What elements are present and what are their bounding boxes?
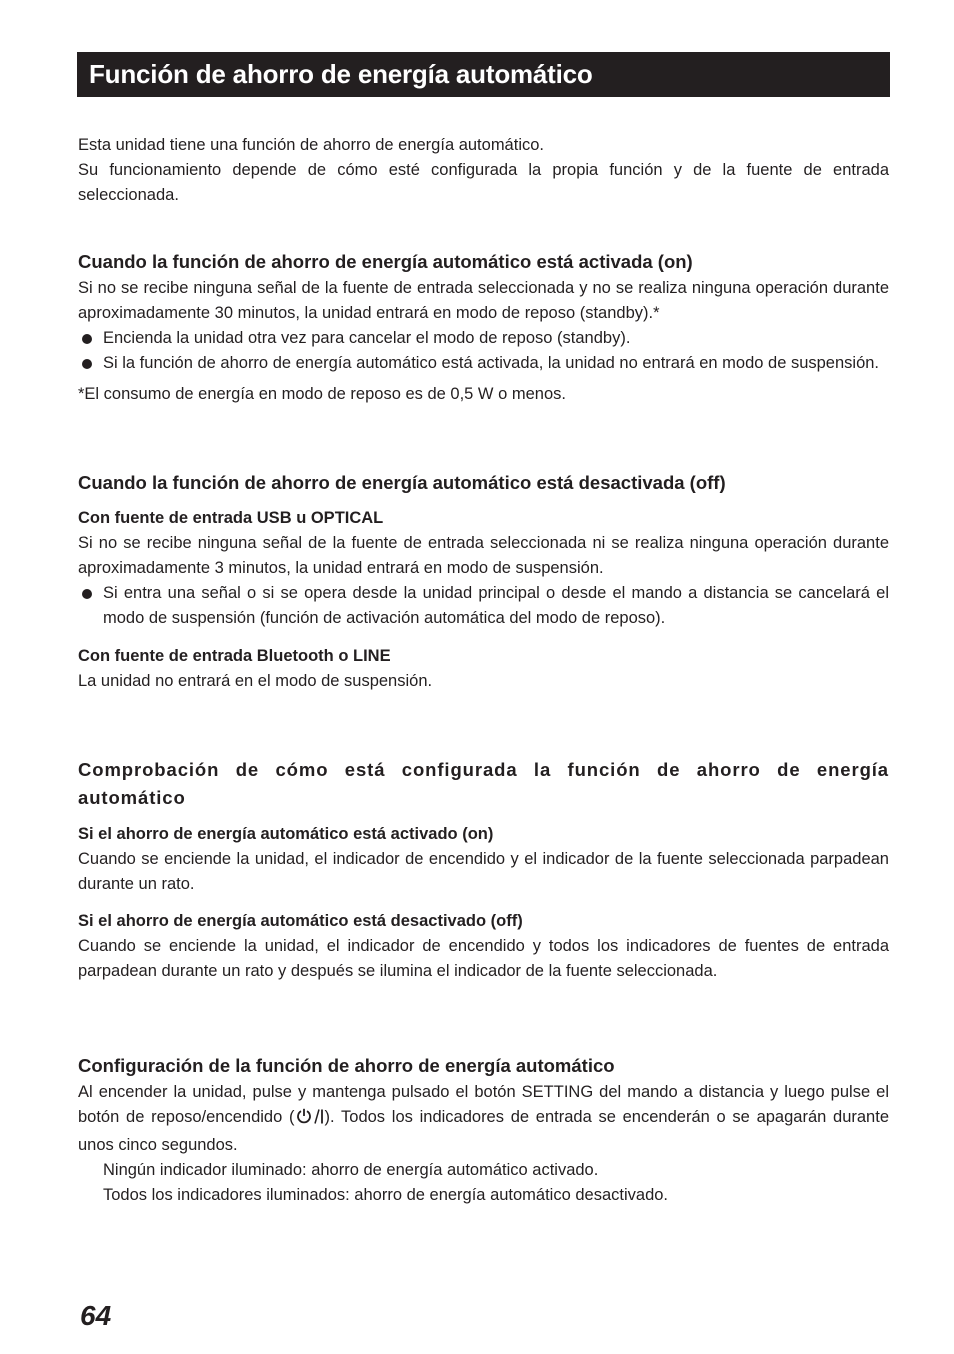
bullet-text: Si entra una señal o si se opera desde la unidad principal o desde el mando a distancia se cancelará el modo de suspensión (función de activación automática del modo de reposo). — [103, 584, 889, 627]
page-number: 64 — [80, 1300, 112, 1331]
bullet-item — [78, 351, 889, 376]
bullet-icon — [82, 359, 92, 369]
section-heading: Cuando la función de ahorro de energía automático está activada (on) — [78, 251, 693, 272]
on-body: Cuando se enciende la unidad, el indicador de encendido y el indicador de la fuente seleccionada parpadean durante un rato. — [78, 850, 889, 893]
subheading-off: Si el ahorro de energía automático está desactivado (off) — [78, 912, 523, 930]
intro-line-1: Esta unidad tiene una función de ahorro de energía automático. — [78, 136, 544, 154]
indicator-none-line: Ningún indicador iluminado: ahorro de energía automático activado. — [103, 1161, 599, 1179]
bluetooth-line-body: La unidad no entrará en el modo de suspensión. — [78, 672, 433, 690]
bullet-item — [78, 326, 889, 351]
usb-optical-body: Si no se recibe ninguna señal de la fuente de entrada seleccionada ni se realiza ninguna operación durante aproximadamente 3 minutos, la unidad entrará en modo de suspensión. — [78, 534, 889, 577]
subheading-on: Si el ahorro de energía automático está activado (on) — [78, 825, 494, 843]
section-configuration — [78, 1052, 889, 1208]
configuration-body-part-1: Al encender la unidad, pulse y mantenga pulsado el botón SETTING del mando a distancia y luego pulse el botón de reposo/encendido ( — [78, 1083, 889, 1126]
section-check-setting — [78, 756, 889, 984]
standby-power-icon — [295, 1108, 325, 1133]
intro-line-2: Su funcionamiento depende de cómo esté configurada la propia función y de la fuente de entrada seleccionada. — [78, 161, 889, 204]
intro — [78, 133, 889, 208]
bullet-item — [78, 581, 889, 631]
section-auto-standby-off — [78, 469, 889, 694]
bullet-list — [78, 581, 889, 631]
bullet-text: Si la función de ahorro de energía automático está activada, la unidad no entrará en modo de suspensión. — [103, 354, 880, 372]
bullet-text: Encienda la unidad otra vez para cancelar el modo de reposo (standby). — [103, 329, 631, 347]
bullet-icon — [82, 589, 92, 599]
section-auto-standby-on — [78, 248, 889, 407]
bullet-list — [78, 326, 889, 376]
section-heading: Configuración de la función de ahorro de energía automático — [78, 1055, 615, 1076]
configuration-body — [78, 1080, 889, 1158]
indicator-all-line: Todos los indicadores iluminados: ahorro de energía automático desactivado. — [103, 1186, 669, 1204]
page-title: Función de ahorro de energía automático — [77, 52, 890, 97]
section-heading: Cuando la función de ahorro de energía automático está desactivada (off) — [78, 472, 726, 493]
section-heading: Comprobación de cómo está configurada la función de ahorro de energía automático — [78, 759, 889, 808]
subheading-bluetooth-line: Con fuente de entrada Bluetooth o LINE — [78, 647, 391, 665]
bullet-icon — [82, 334, 92, 344]
section-body: Si no se recibe ninguna señal de la fuente de entrada seleccionada y no se realiza ninguna operación durante aproximadamente 30 minutos, la unidad entrará en modo de reposo (standby).* — [78, 279, 889, 322]
footnote: *El consumo de energía en modo de reposo es de 0,5 W o menos. — [78, 385, 566, 403]
configuration-body-part-2: ). Todos los indicadores de entrada se encenderán o se apagarán durante unos cinco segundos. — [78, 1108, 889, 1154]
subheading-usb-optical: Con fuente de entrada USB u OPTICAL — [78, 509, 384, 527]
off-body: Cuando se enciende la unidad, el indicador de encendido y todos los indicadores de fuentes de entrada parpadean durante un rato y después se ilumina el indicador de la fuente seleccionada. — [78, 937, 889, 980]
